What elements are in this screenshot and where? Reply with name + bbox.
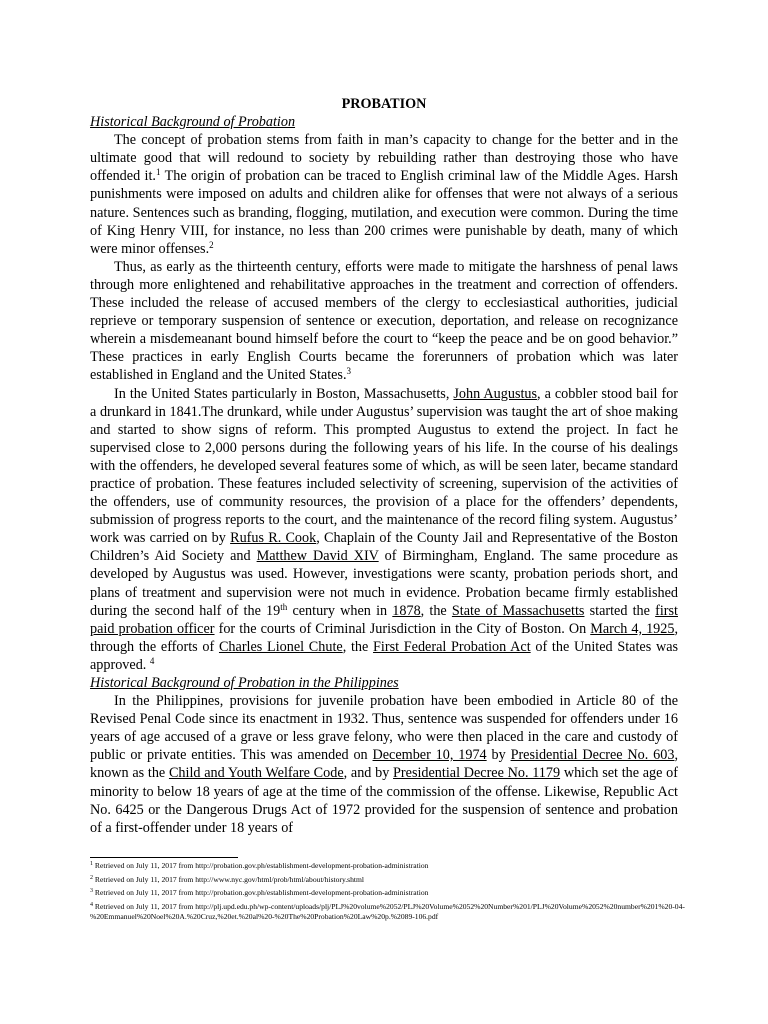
link-child-youth-welfare-code[interactable]: Child and Youth Welfare Code: [168, 765, 344, 782]
link-state-of-massachusetts[interactable]: State of Massachusetts: [451, 602, 585, 619]
link-march-4-1925[interactable]: March 4, 1925: [590, 620, 675, 637]
footnote-3: $^3$ Retrieved on July 11, 2017 from http://probation.gov.ph/establishment-development-probation-administration: [90, 888, 429, 897]
footnote-4: $^4$ Retrieved on July 11, 2017 from http://plj.upd.edu.ph/wp-content/uploads/plj/PLJ%20volume%2052/PLJ%20Volume%2052%20Number%201/PLJ%20Volume%2052%20number%201%20-04-%20Emmanuel%20Noel%20A.%20Cruz,%20et.%20al%20-%20The%20Probation%20Law%20p.%2089-106.pdf: [90, 901, 685, 921]
paragraph-thirteenth-century: Thus, as early as the thirteenth century, efforts were made to mitigate the harshness of penal laws through more enlightened and rehabilitative approaches in the treatment and correction of offenders. These included the release of accused members of the clergy to ecclesiastical authorities, judicial reprieve or temporary suspension of sentence or execution, deportation, and release on recognizance wherein a misdemeanant bound himself before the court to “keep the peace and be on good behavior.” These practices in early English Courts became the forerunners of probation which was later established in England and the United States.$^3$: [90, 258, 678, 384]
section-heading-probation: Historical Background of Probation: [90, 114, 296, 131]
footnotes: [90, 861, 690, 925]
link-rufus-cook[interactable]: Rufus R. Cook: [230, 530, 317, 547]
link-charles-lionel-chute[interactable]: Charles Lionel Chute: [218, 638, 343, 655]
link-first-federal-probation-act[interactable]: First Federal Probation Act: [373, 638, 531, 655]
footnote-ref-2[interactable]: 2: [209, 239, 214, 250]
link-john-augustus[interactable]: John Augustus: [453, 385, 538, 402]
paragraph-philippines: In the Philippines, provisions for juvenile probation have been embodied in Article 80 of the Revised Penal Code since its enactment in 1932. Thus, sentence was suspended for offenders under 16 years of age accused of a grave or less grave felony, who were then placed in the care and custody of public or private entities. This was amended on December 10, 1974 by Presidential Decree No. 603, known as the Child and Youth Welfare Code, and by Presidential Decree No. 1179 which set the age of minority to below 18 years of age at the time of the commission of the offense. Likewise, Republic Act No. 6425 or the Dangerous Drugs Act of 1972 provided for the suspension of sentence and probation of a first-offender under 18 years of: [90, 693, 679, 836]
link-1878[interactable]: 1878: [392, 602, 421, 619]
link-first-paid-probation-officer[interactable]: first paid probation officer: [90, 602, 678, 637]
document-body: [90, 95, 678, 837]
link-presidential-decree-1179[interactable]: Presidential Decree No. 1179: [393, 765, 561, 782]
paragraph-united-states: In the United States particularly in Boston, Massachusetts, John Augustus, a cobbler stood bail for a drunkard in 1841.The drunkard, while under Augustus’ supervision was taught the art of shoe making and started to show signs of reform. This prompted Augustus to extend the project. In fact he supervised close to 2,000 persons during the following years of his life. In the course of his dealings with the offenders, he developed several features some of which, as will be seen later, became standard practice of probation. These features included selectivity of screening, supervision of the activities of the offenders, use of community resources, the provision of a place for the offenders’ dependents, submission of progress reports to the court, and the maintenance of the record filing system. Augustus’ work was carried on by Rufus R. Cook, Chaplain of the County Jail and Representative of the Boston Children’s Aid Society and Matthew David XIV of Birmingham, England. The same procedure as developed by Augustus was used. However, investigations were scanty, probation periods short, and plans of treatment and supervision were not much in evidence. Probation became firmly established during the second half of the 19th century when in 1878, the State of Massachusetts started the first paid probation officer for the courts of Criminal Jurisdiction in the City of Boston. On March 4, 1925, through the efforts of Charles Lionel Chute, the First Federal Probation Act of the United States was approved. $^4$: [90, 385, 679, 673]
footnote-ref-4[interactable]: 4: [149, 655, 155, 666]
footnote-separator: [90, 857, 238, 858]
footnote-2: $^2$ Retrieved on July 11, 2017 from http://www.nyc.gov/html/prob/html/about/history.shtml: [90, 874, 365, 884]
footnote-1: $^1$ Retrieved on July 11, 2017 from http://probation.gov.ph/establishment-development-probation-administration: [90, 861, 429, 870]
footnote-ref-3[interactable]: 3: [346, 366, 352, 377]
section-heading-philippines: Historical Background of Probation in the Philippines: [90, 675, 399, 691]
link-presidential-decree-603[interactable]: Presidential Decree No. 603: [510, 747, 675, 764]
paragraph-origin: The concept of probation stems from faith in man’s capacity to change for the better and in the ultimate good that will redound to society by rebuilding rather than destroying those who have offended it.$^1$ The origin of probation can be traced to English criminal law of the Middle Ages. Harsh punishments were imposed on adults and children alike for offenses that were not always of a serious nature. Sentences such as branding, flogging, mutilation, and execution were common. During the time of King Henry VIII, for instance, no less than 200 crimes were punishable by death, many of which were minor offenses.$^2$: [90, 132, 679, 257]
link-matthew-davis[interactable]: Matthew David XIV: [256, 548, 379, 565]
link-december-10-1974[interactable]: December 10, 1974: [372, 747, 487, 764]
footnote-ref-1[interactable]: 1: [155, 167, 161, 178]
document-title: PROBATION: [341, 96, 427, 112]
